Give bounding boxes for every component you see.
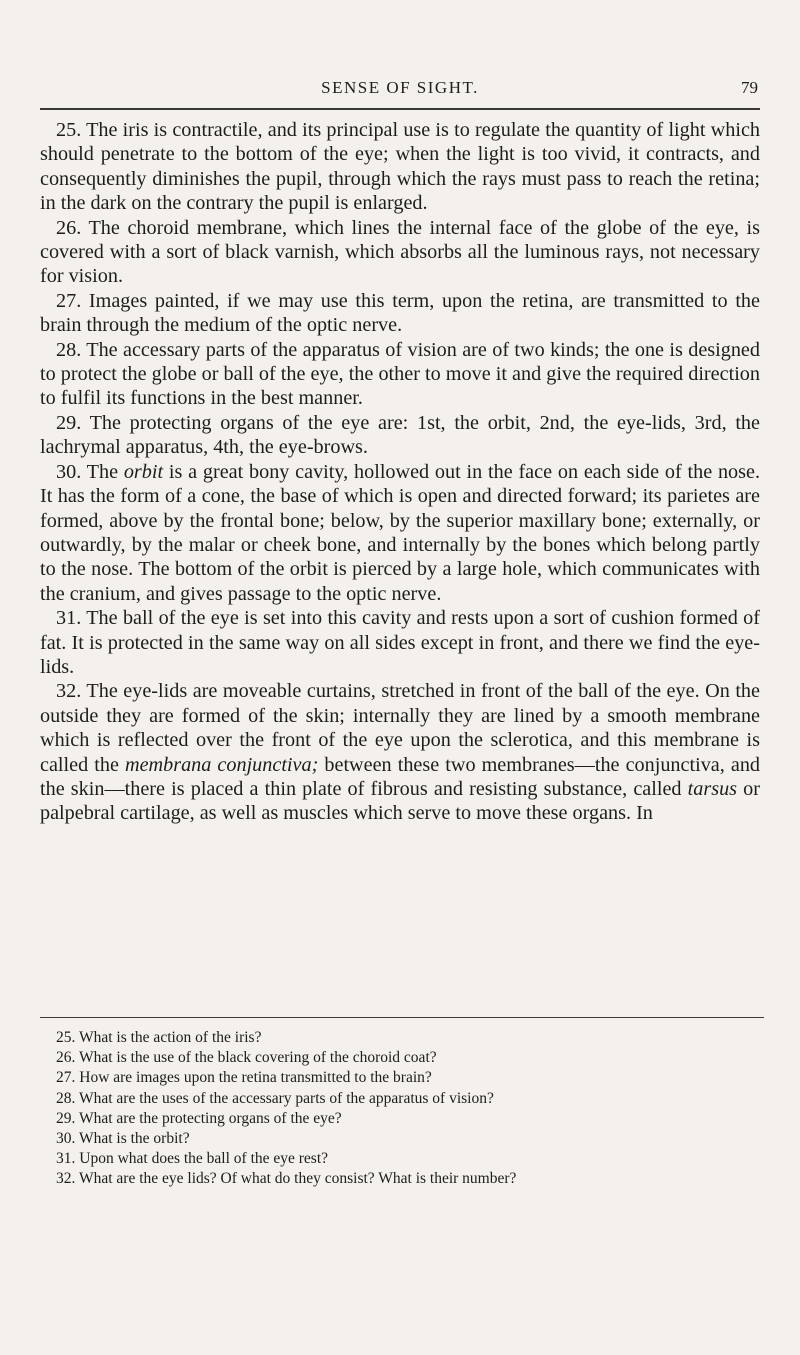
paragraph-29: 29. The protecting organs of the eye are: 1st, the orbit, 2nd, the eye-lids, 3rd, the lachrymal apparatus, 4th, the eye-brows.: [40, 411, 760, 459]
paragraph-27: 27. Images painted, if we may use this term, upon the retina, are transmitted to the brain through the medium of the optic nerve.: [40, 289, 760, 337]
questions-rule: [40, 1017, 764, 1018]
running-header: [40, 78, 760, 108]
header-title: SENSE OF SIGHT.: [321, 78, 479, 97]
paragraph-28: 28. The accessary parts of the apparatus of vision are of two kinds; the one is designed to protect the globe or ball of the eye, the other to move it and give the required direction to fulfil its functions in the best manner.: [40, 338, 760, 410]
paragraph-30-start: 30. The: [56, 460, 124, 483]
question-30: 30. What is the orbit?: [56, 1130, 190, 1148]
question-29: 29. What are the protecting organs of the eye?: [56, 1109, 342, 1127]
question-27: 27. How are images upon the retina transmitted to the brain?: [56, 1069, 432, 1087]
paragraph-30: [40, 460, 760, 606]
tarsus-term: tarsus: [687, 777, 738, 800]
paragraph-32: [40, 679, 760, 825]
question-32: 32. What are the eye lids? Of what do they consist? What is their number?: [56, 1170, 517, 1188]
header-rule: [40, 108, 760, 110]
question-25: 25. What is the action of the iris?: [56, 1029, 262, 1046]
question-28: 28. What are the uses of the accessary parts of the apparatus of vision?: [56, 1089, 494, 1107]
conjunctiva-term: membrana conjunctiva;: [125, 753, 319, 776]
paragraph-30-rest: is a great bony cavity, hollowed out in the face on each side of the nose. It has the form of a cone, the base of which is open and directed forward; its parietes are formed, above by the frontal bone; below, by the superior maxillary bone; externally, or outwardly, by the malar or cheek bone, and internally by the bones which belong partly to the nose. The bottom of the orbit is pierced by a large hole, which communicates with the cranium, and gives passage to the optic nerve.: [40, 460, 760, 605]
body-text: [40, 118, 760, 826]
orbit-term: orbit: [123, 460, 164, 483]
question-26: 26. What is the use of the black covering of the choroid coat?: [56, 1049, 437, 1067]
page-number: 79: [741, 78, 758, 97]
paragraph-32-rest: or palpebral cartilage, as well as muscles which serve to move these organs. In: [40, 777, 761, 825]
review-questions: [40, 1028, 764, 1190]
paragraph-25: 25. The iris is contractile, and its principal use is to regulate the quantity of light which should penetrate to the bottom of the eye; when the light is too vivid, it contracts, and consequently diminishes the pupil, through which the rays must pass to reach the retina; in the dark on the contrary the pupil is enlarged.: [40, 119, 760, 215]
paragraph-32-start: 32. The eye-lids are moveable curtains, stretched in front of the ball of the eye. On the outside they are formed of the skin; internally they are lined by a smooth membrane which is reflected over the front of the eye upon the sclerotica, and this membrane is called the: [40, 680, 760, 776]
question-31: 31. Upon what does the ball of the eye rest?: [56, 1150, 329, 1168]
paragraph-31: 31. The ball of the eye is set into this cavity and rests upon a sort of cushion formed of fat. It is protected in the same way on all sides except in front, and there we find the eye-lids.: [40, 607, 760, 678]
paragraph-32-middle: between these two membranes—the conjunctiva, and the skin—there is placed a thin plate of fibrous and resisting substance, called: [40, 753, 761, 800]
paragraph-26: 26. The choroid membrane, which lines the internal face of the globe of the eye, is covered with a sort of black varnish, which absorbs all the luminous rays, not necessary for vision.: [40, 216, 760, 288]
